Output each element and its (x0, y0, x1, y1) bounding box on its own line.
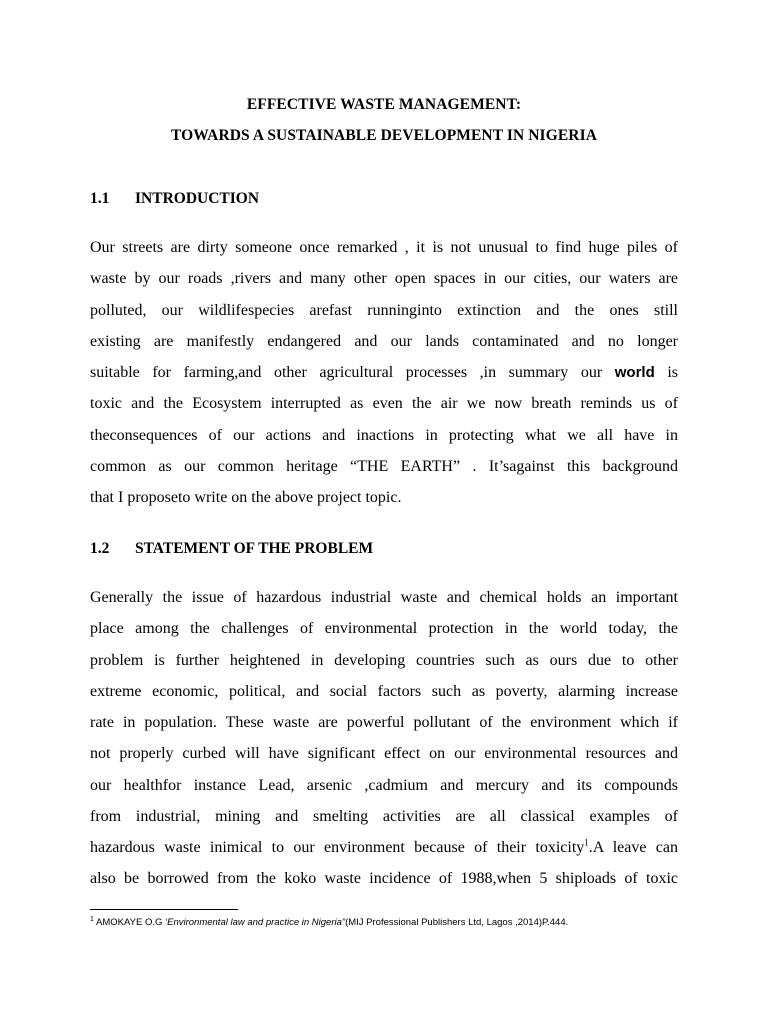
footnote-author: AMOKAYE O.G (93, 917, 165, 928)
line-text-end: .A leave can (588, 839, 678, 856)
line-text-end: is (654, 364, 679, 381)
paragraph-line: problem is further heightened in developing countries such as ours due to other (90, 651, 678, 669)
paragraph-line: Our streets are dirty someone once remarked , it is not unusual to find huge piles of (90, 239, 678, 256)
footnote-publisher: (MIJ Professional Publishers Ltd, Lagos ,2014)P.444. (345, 917, 569, 928)
title-line-1: EFFECTIVE WASTE MANAGEMENT: (246, 96, 522, 113)
paragraph-line: our healthfor instance Lead, arsenic ,cadmium and mercury and its compounds (90, 776, 678, 794)
footnote-marker: 1 (90, 915, 94, 923)
paragraph-line: polluted, our wildlifespecies arefast runninginto extinction and the ones still (90, 301, 678, 319)
paragraph-line: theconsequences of our actions and inactions in protecting what we all have in (90, 426, 678, 444)
paragraph-line: extreme economic, political, and social factors such as poverty, alarming increase (90, 682, 678, 700)
paragraph-line: also be borrowed from the koko waste incidence of 1988,when 5 shiploads of toxic (90, 870, 678, 888)
paragraph-line: not properly curbed will have significant effect on our environmental resources and (90, 745, 678, 763)
section-number: 1.1 (90, 190, 110, 207)
paragraph-line: toxic and the Ecosystem interrupted as even the air we now breath reminds us of (90, 395, 678, 413)
section-number: 1.2 (90, 540, 110, 557)
paragraph-line: existing are manifestly endangered and our lands contaminated and no longer (90, 332, 678, 350)
line-text: hazardous waste inimical to our environment because of their toxicity (90, 839, 585, 856)
line-text: suitable for farming,and other agricultural processes ,in summary our (90, 364, 603, 381)
title-line-2: TOWARDS A SUSTAINABLE DEVELOPMENT IN NIGERIA (170, 127, 598, 144)
paragraph-line: rate in population. These waste are powerful pollutant of the environment which if (90, 714, 678, 731)
intro-paragraph (90, 232, 678, 513)
section-title: STATEMENT OF THE PROBLEM (135, 540, 374, 557)
section-heading-problem (90, 540, 373, 558)
footnote (90, 917, 568, 928)
paragraph-line: common as our common heritage “THE EARTH” . It’sagainst this background (90, 457, 678, 475)
paragraph-line: place among the challenges of environmental protection in the world today, the (90, 620, 678, 638)
paragraph-line (90, 357, 678, 388)
section-heading-intro (90, 190, 259, 208)
footnote-title: ‘Environmental law and practice in Nigeria” (165, 917, 346, 928)
footnote-reference[interactable]: 1 (584, 837, 589, 848)
paragraph-line: from industrial, mining and smelting activities are all classical examples of (90, 807, 678, 825)
section-title: INTRODUCTION (135, 190, 260, 207)
paragraph-line: that I proposeto write on the above project topic. (90, 489, 402, 506)
footnote-divider (90, 909, 238, 910)
bold-word: world (614, 364, 655, 381)
paragraph-line: waste by our roads ,rivers and many other open spaces in our cities, our waters are (90, 270, 678, 288)
paragraph-line (90, 832, 678, 863)
problem-paragraph (90, 582, 678, 895)
paragraph-line: Generally the issue of hazardous industrial waste and chemical holds an important (90, 589, 678, 606)
